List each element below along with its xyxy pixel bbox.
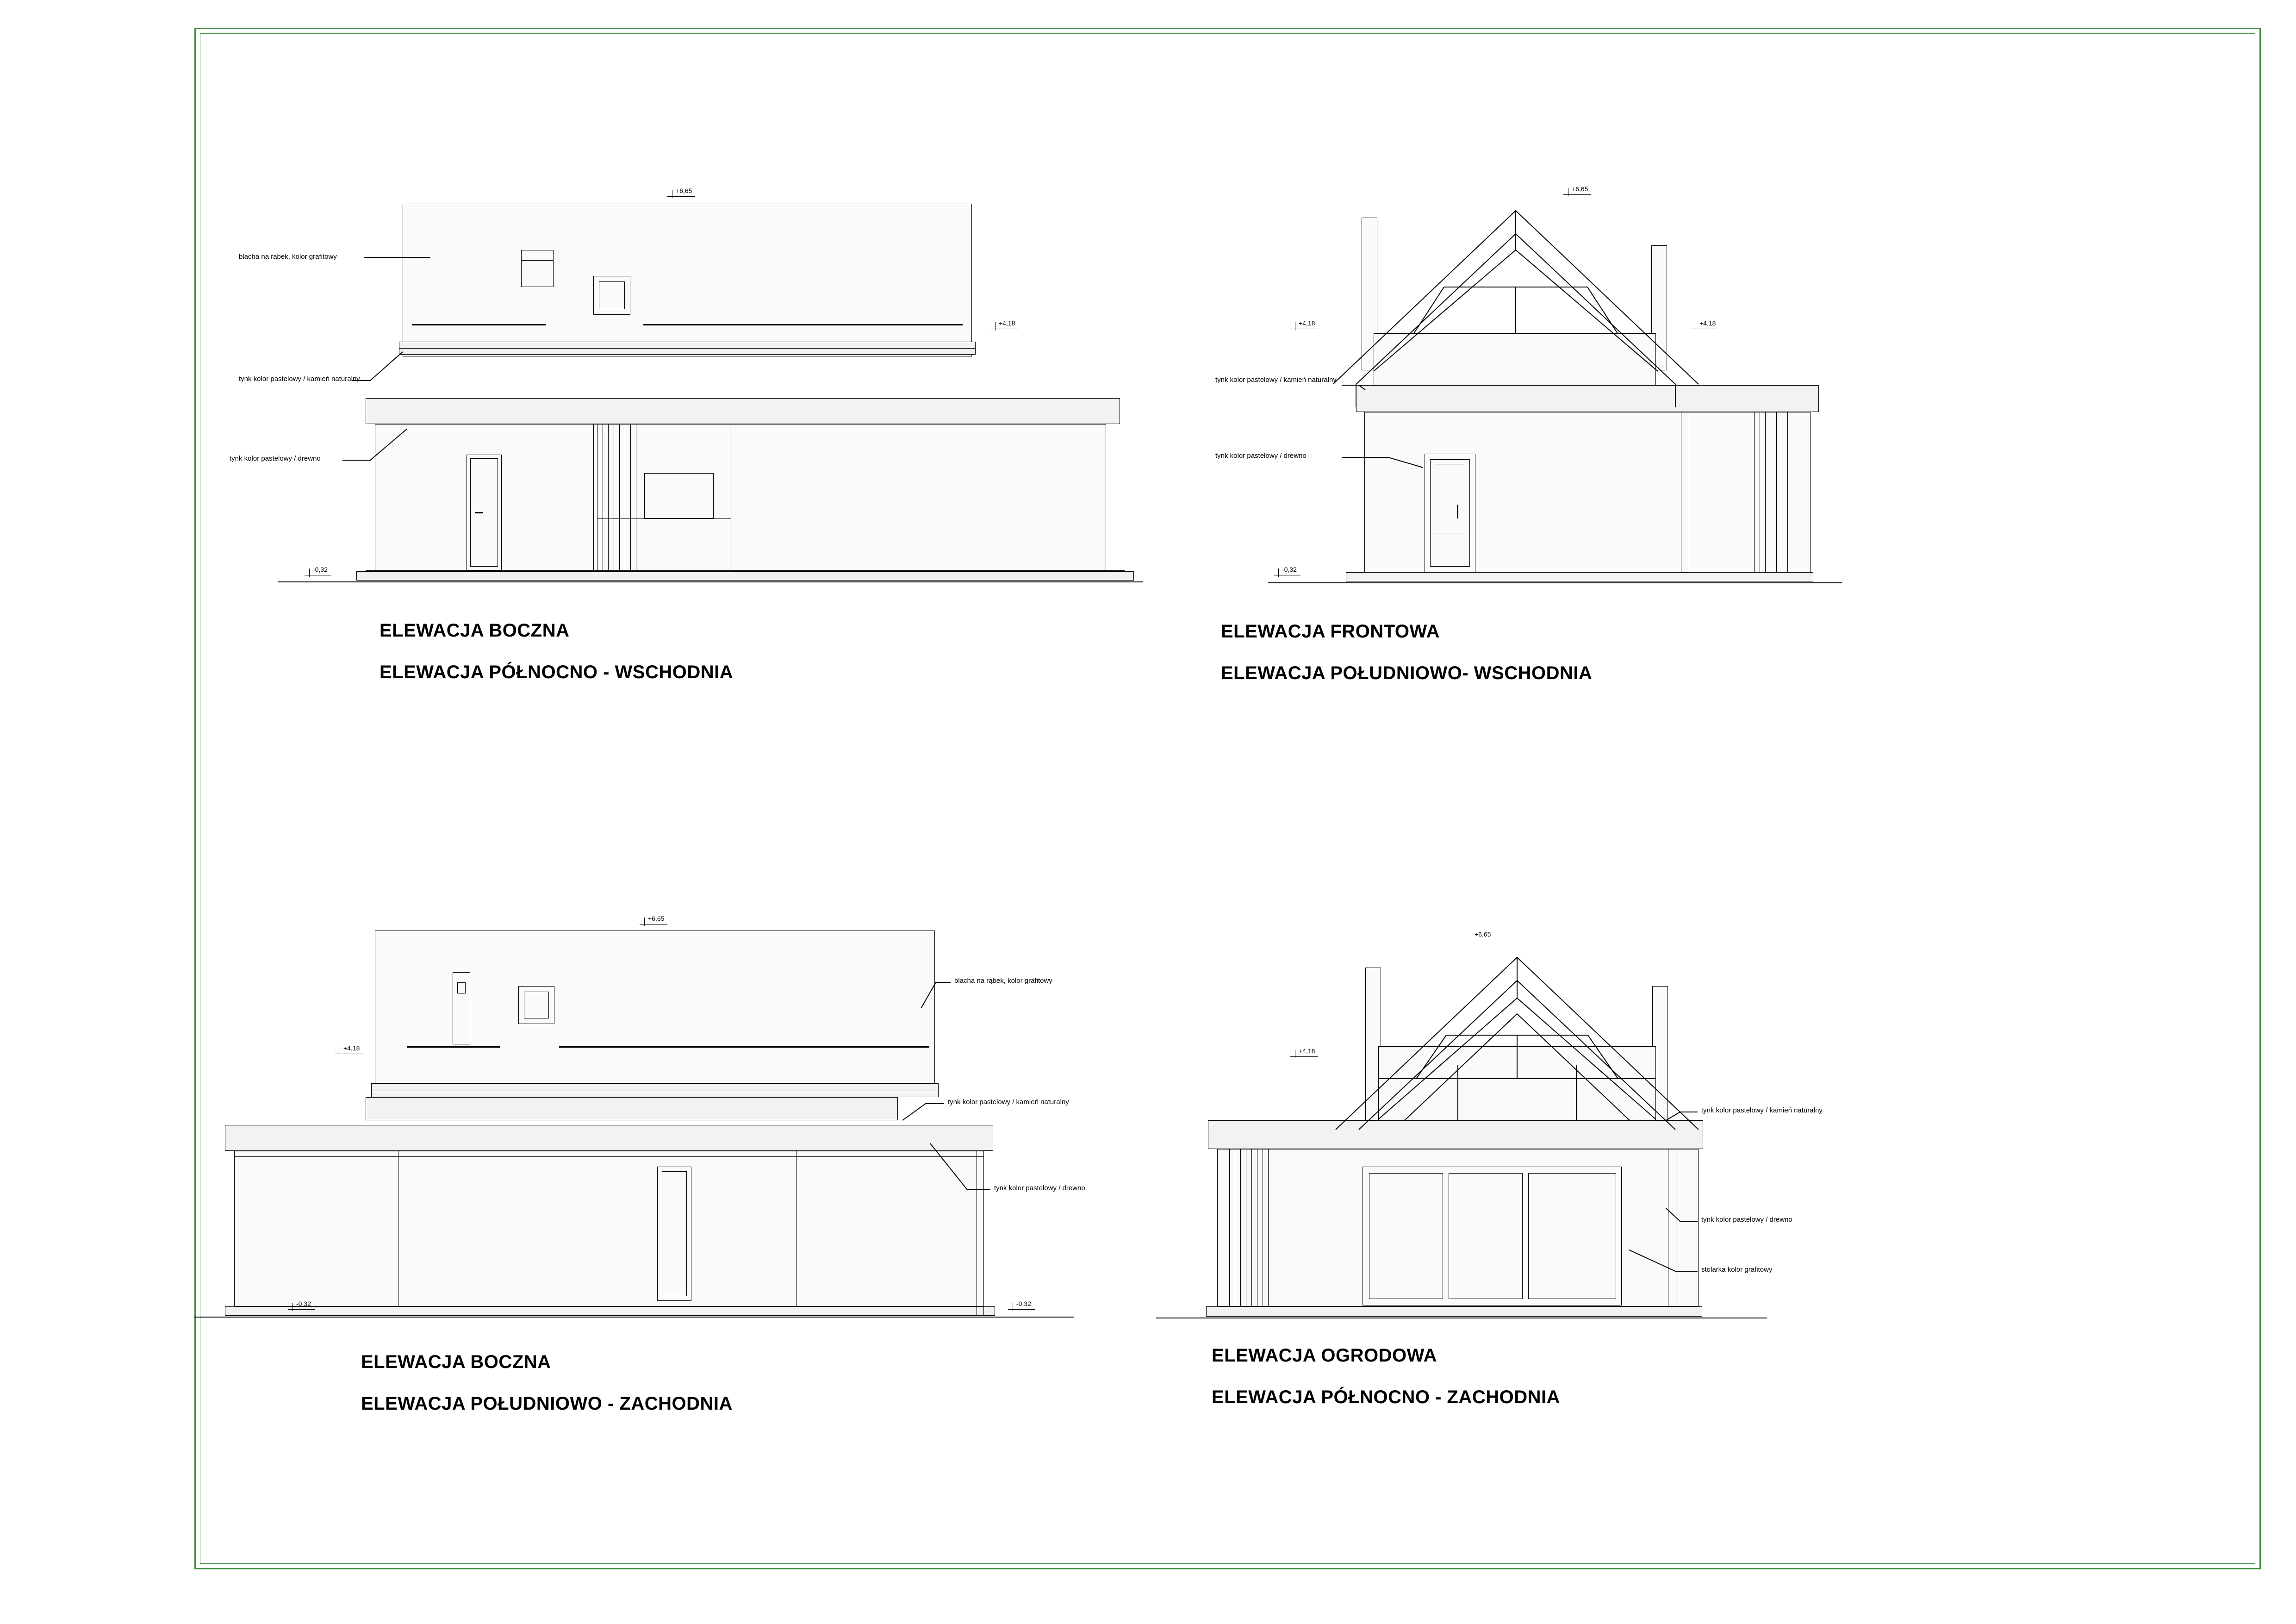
level-mark-eaves: +4,18 — [999, 319, 1015, 327]
annotation-stone-plaster: tynk kolor pastelowy / kamień naturalny — [948, 1098, 1069, 1106]
facade-band-top — [234, 1156, 984, 1157]
annotation-joinery-color: stolarka kolor grafitowy — [1701, 1266, 1773, 1274]
level-mark-terrain-left-line — [288, 1309, 315, 1310]
level-mark-ridge-line — [1563, 194, 1591, 195]
glazing-pane-1 — [1369, 1173, 1443, 1299]
annotation-wood-plaster: tynk kolor pastelowy / drewno — [230, 455, 321, 462]
level-mark-ridge: +6,65 — [676, 187, 692, 194]
level-mark-eaves-tick — [995, 322, 996, 331]
gable-body — [1378, 1046, 1656, 1130]
level-mark-ridge-line — [667, 196, 695, 197]
annotation-stone-plaster: tynk kolor pastelowy / kamień naturalny — [239, 375, 360, 383]
level-mark-eaves-left: +4,18 — [1299, 319, 1315, 327]
siding-line-2 — [559, 1046, 929, 1048]
door-handle — [1457, 505, 1458, 518]
level-mark-eaves: +4,18 — [1299, 1047, 1315, 1055]
caption-line2: ELEWACJA PÓŁNOCNO - WSCHODNIA — [380, 662, 734, 682]
facade-band-top — [732, 424, 1106, 425]
level-mark-ridge-tick — [644, 918, 645, 926]
terrain-line — [278, 581, 1143, 582]
canopy-slab — [225, 1125, 993, 1151]
entrance-door-glass — [1435, 464, 1465, 533]
terrace-window — [644, 473, 714, 518]
siding-line-1 — [407, 1046, 500, 1048]
upper-vent-opening — [457, 982, 466, 993]
level-mark-ridge: +6,65 — [1572, 185, 1588, 193]
entrance-door-panel — [470, 458, 498, 567]
upper-window-mullion — [521, 260, 554, 261]
caption-line2: ELEWACJA POŁUDNIOWO- WSCHODNIA — [1221, 663, 1593, 683]
upper-canopy-slab — [366, 1097, 898, 1120]
canopy-slab — [1208, 1120, 1703, 1149]
caption-line2: ELEWACJA POŁUDNIOWO - ZACHODNIA — [361, 1393, 733, 1414]
terrace-column — [1668, 1149, 1676, 1306]
plinth — [1346, 572, 1813, 581]
ground-floor-outline — [234, 1151, 984, 1306]
plinth — [1206, 1306, 1702, 1317]
caption-line1: ELEWACJA OGRODOWA — [1212, 1345, 1437, 1366]
level-mark-terrain-tick — [309, 568, 310, 577]
plinth — [356, 571, 1134, 581]
terrace-sill-line — [597, 518, 731, 519]
terrain-line — [1268, 582, 1842, 583]
upper-window-square-glass — [524, 992, 549, 1018]
annotation-wood-plaster: tynk kolor pastelowy / drewno — [994, 1184, 1085, 1192]
annotation-wood-plaster: tynk kolor pastelowy / drewno — [1701, 1216, 1792, 1224]
level-mark-ridge: +6,65 — [1475, 931, 1491, 938]
level-mark-terrain: -0,32 — [1282, 566, 1297, 573]
caption-line1: ELEWACJA BOCZNA — [380, 620, 570, 641]
level-mark-eaves-right: +4,18 — [1699, 319, 1716, 327]
annotation-wood-plaster: tynk kolor pastelowy / drewno — [1215, 452, 1307, 460]
level-mark-terrain-right: -0,32 — [1016, 1300, 1031, 1307]
canopy-slab — [1356, 385, 1819, 412]
upper-window-square-glass — [599, 281, 625, 309]
upper-volume-outline — [403, 204, 972, 356]
siding-line-2 — [643, 324, 963, 325]
annotation-stone-plaster: tynk kolor pastelowy / kamień naturalny — [1701, 1106, 1823, 1114]
level-mark-eaves-line — [1290, 1056, 1318, 1057]
level-mark-terrain-left: -0,32 — [296, 1300, 311, 1307]
fascia-line — [399, 348, 976, 349]
glazing-pane-2 — [1449, 1173, 1523, 1299]
caption-line1: ELEWACJA FRONTOWA — [1221, 621, 1440, 642]
annotation-roof-material: blacha na rąbek, kolor grafitowy — [239, 253, 337, 261]
level-mark-terrain: -0,32 — [313, 566, 328, 573]
level-mark-terrain-right-line — [1008, 1309, 1035, 1310]
siding-line-1 — [412, 324, 546, 325]
right-support — [977, 1151, 984, 1316]
caption-line2: ELEWACJA PÓŁNOCNO - ZACHODNIA — [1212, 1387, 1561, 1407]
level-mark-terrain-tick — [1278, 568, 1279, 577]
terrace-column — [1681, 412, 1689, 573]
terrain-line — [194, 1317, 1074, 1318]
upper-window-small — [521, 250, 554, 287]
level-mark-terrain-left-tick — [292, 1303, 293, 1311]
annotation-roof-material: blacha na rąbek, kolor grafitowy — [954, 977, 1052, 985]
canopy-slab — [366, 398, 1120, 424]
level-mark-eaves: +4,18 — [343, 1044, 360, 1052]
door-handle — [475, 512, 483, 513]
tall-window-glass — [662, 1171, 687, 1296]
caption-line1: ELEWACJA BOCZNA — [361, 1352, 551, 1372]
glazing-pane-3 — [1528, 1173, 1616, 1299]
annotation-stone-plaster: tynk kolor pastelowy / kamień naturalny — [1215, 376, 1337, 384]
level-mark-ridge: +6,65 — [648, 915, 665, 922]
upper-fascia-band — [371, 1083, 939, 1097]
plinth — [225, 1306, 995, 1316]
